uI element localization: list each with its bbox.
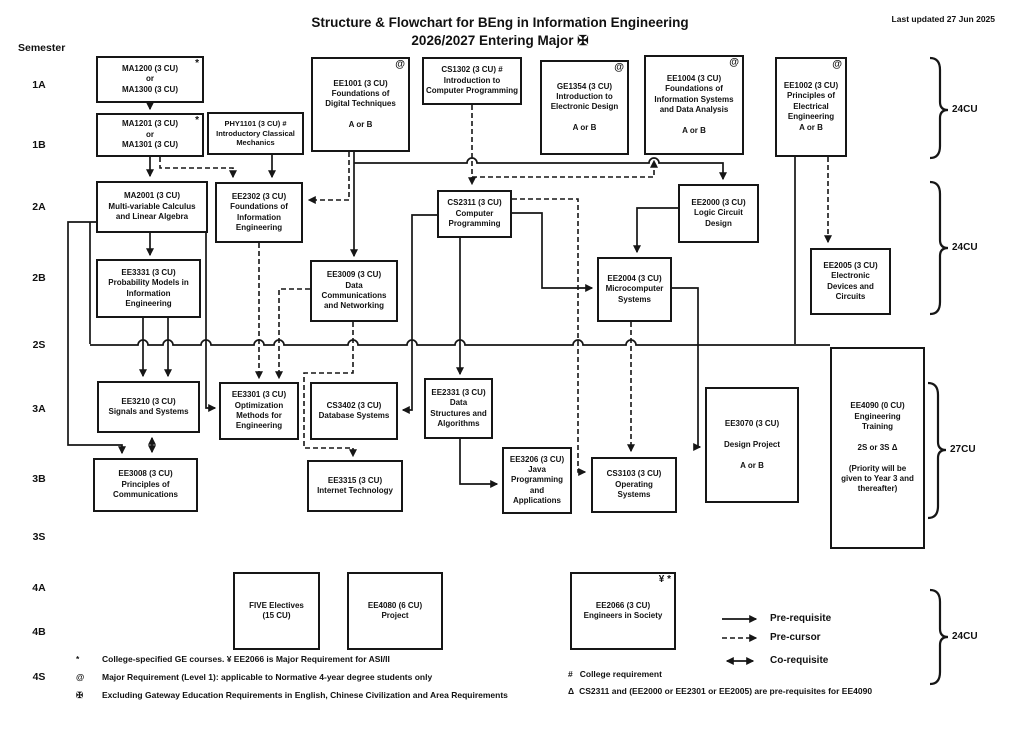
course-line: Methods for xyxy=(236,411,282,420)
cu-total-year3: 27CU xyxy=(950,444,976,455)
hash-symbol: # xyxy=(568,669,573,679)
course-line: Project xyxy=(381,611,409,620)
course-line: Digital Techniques xyxy=(325,99,396,109)
course-line: Data xyxy=(449,398,468,408)
course-line: EE2331 (3 CU) xyxy=(431,387,486,397)
course-line: EE3315 (3 CU) xyxy=(327,475,383,485)
edge-ee2331-ee3206 xyxy=(460,439,497,484)
course-line: EE2066 (3 CU) xyxy=(595,600,651,610)
course-box-ee2000 xyxy=(678,184,759,243)
course-line: Introduction to xyxy=(443,75,501,85)
bracket-year4 xyxy=(930,590,948,684)
semester-label-3a: 3A xyxy=(32,403,46,415)
course-box-ee1004 xyxy=(644,55,744,155)
course-box-ee3331 xyxy=(96,259,201,318)
footnote-text: College-specified GE courses. ¥ EE2066 is Major Requirement for ASI/II xyxy=(102,654,390,664)
edge-ee3009-ee3301 xyxy=(279,289,310,378)
course-line: MA1301 (3 CU) xyxy=(121,140,178,150)
course-line: EE2004 (3 CU) xyxy=(607,273,662,283)
legend-label-corequisite: Co-requisite xyxy=(770,655,829,666)
course-box-cs3402 xyxy=(310,382,398,440)
course-box-ee1002 xyxy=(775,57,847,157)
course-line: Circuits xyxy=(835,291,866,301)
edge-cs2311-cs3103 xyxy=(509,199,585,472)
semester-label-2b: 2B xyxy=(32,272,46,284)
semester-label-1b: 1B xyxy=(32,139,46,151)
course-line: (15 CU) xyxy=(262,611,291,620)
bracket-year1 xyxy=(930,58,948,158)
course-line: CS3103 (3 CU) xyxy=(606,469,662,479)
course-line: EE1004 (3 CU) xyxy=(666,73,722,83)
course-line: PHY1101 (3 CU) # xyxy=(224,118,287,128)
course-line: Engineering xyxy=(854,411,901,421)
course-line: Algorithms xyxy=(437,418,480,428)
course-line: Engineering xyxy=(235,421,283,431)
course-line: A or B xyxy=(348,120,373,130)
course-box-cs1302 xyxy=(422,57,522,105)
course-box-ee3009 xyxy=(310,260,398,322)
footnote-text: Major Requirement (Level 1): applicable to Normative 4-year degree students only xyxy=(102,672,433,682)
major-requirement-at-note: @ xyxy=(832,59,842,70)
course-line xyxy=(751,450,753,460)
course-line: MA1201 (3 CU) xyxy=(121,119,178,129)
course-line: EE3301 (3 CU) xyxy=(231,390,287,400)
cu-total-year1: 24CU xyxy=(952,104,978,115)
semester-column-header: Semester xyxy=(18,42,66,54)
semester-label-2s: 2S xyxy=(32,339,46,351)
page-title: Structure & Flowchart for BEng in Information Engineering xyxy=(311,15,689,30)
course-line: A or B xyxy=(572,123,597,133)
course-line xyxy=(583,113,585,123)
course-line: Microcomputer xyxy=(605,284,664,294)
footnote-college-requirement xyxy=(568,669,662,679)
course-line: Engineering xyxy=(787,112,835,122)
course-line: Engineers in Society xyxy=(583,611,663,620)
semester-label-3b: 3B xyxy=(32,473,46,485)
ge-asterisk-note: * xyxy=(195,115,199,126)
course-box-ee4090 xyxy=(830,347,925,549)
cu-total-year4: 24CU xyxy=(952,631,978,642)
course-line: Logic Circuit xyxy=(694,208,743,218)
course-line: EE3331 (3 CU) xyxy=(121,267,176,277)
cu-total-year2: 24CU xyxy=(952,242,978,253)
course-line: MA1200 (3 CU) xyxy=(121,63,178,73)
course-line: Foundations of xyxy=(230,202,288,212)
course-line: Probability Models in xyxy=(108,278,189,288)
course-line: MA2001 (3 CU) xyxy=(123,191,180,201)
legend-label-prerequisite: Pre-requisite xyxy=(770,613,832,624)
course-line: Programming xyxy=(510,475,563,485)
course-line: GE1354 (3 CU) xyxy=(556,81,613,91)
course-line: CS2311 (3 CU) xyxy=(447,198,502,208)
course-line: EE2005 (3 CU) xyxy=(823,260,878,270)
footnote-ee4090-prerequisites xyxy=(568,686,872,696)
course-line: Principles of xyxy=(786,91,835,101)
footnote-text: Excluding Gateway Education Requirements in English, Chinese Civilization and Area Requirements xyxy=(102,690,508,700)
course-box-ee2004 xyxy=(597,257,672,322)
cross-symbol: ✠ xyxy=(76,690,84,700)
course-line: Design Project xyxy=(723,439,780,449)
course-line: EE3210 (3 CU) xyxy=(121,396,176,406)
course-line: Computer Programming xyxy=(425,86,518,96)
course-line: Database Systems xyxy=(318,411,390,420)
course-box-ee1001 xyxy=(311,57,410,152)
semester-label-3s: 3S xyxy=(32,531,46,543)
course-line: (Priority will be xyxy=(848,463,907,473)
course-line: 2S or 3S Δ xyxy=(857,442,898,452)
course-line: A or B xyxy=(799,122,823,132)
course-line: CS1302 (3 CU) # xyxy=(441,65,503,75)
edge-bus-ee3070 xyxy=(672,288,700,447)
course-box-ee2302 xyxy=(215,182,303,243)
course-line: Design xyxy=(705,218,732,228)
course-line: Programming xyxy=(448,219,501,229)
course-box-ee2005 xyxy=(810,248,891,315)
course-box-ee3008 xyxy=(93,458,198,512)
course-line: Foundations of xyxy=(665,84,723,94)
course-line: EE2000 (3 CU) xyxy=(691,197,746,207)
last-updated-note: Last updated 27 Jun 2025 xyxy=(891,14,995,24)
footnote-ge-courses xyxy=(76,654,390,664)
course-line: Engineering xyxy=(235,222,283,232)
course-line xyxy=(751,429,753,439)
course-line: A or B xyxy=(682,125,706,135)
delta-symbol: Δ xyxy=(568,686,575,696)
course-line: Information Systems xyxy=(654,94,734,104)
course-line: given to Year 3 and xyxy=(841,473,914,483)
course-box-phy1101 xyxy=(207,112,304,155)
yen-asterisk-note: ¥ * xyxy=(658,574,671,585)
footnote-major-requirement xyxy=(76,672,432,682)
course-line: thereafter) xyxy=(857,484,898,494)
course-box-ee2331 xyxy=(424,378,493,439)
course-line: Devices and xyxy=(827,281,874,291)
course-line: Information xyxy=(126,288,171,298)
course-line: Electronic Design xyxy=(550,102,619,112)
course-box-five-electives xyxy=(233,572,320,650)
asterisk-symbol: * xyxy=(76,654,80,664)
course-line: Structures and xyxy=(430,408,487,418)
course-line: Engineering xyxy=(125,298,172,308)
course-line xyxy=(693,115,695,125)
edge-ma1201-ee2302 xyxy=(160,157,233,177)
course-line: Electrical xyxy=(793,101,829,111)
page-subtitle: 2026/2027 Entering Major ✠ xyxy=(411,33,589,48)
footnote-text: CS2311 and (EE2000 or EE2301 or EE2005) are pre-requisites for EE4090 xyxy=(579,686,873,696)
course-line: Electronic xyxy=(831,271,870,281)
course-line: EE3009 (3 CU) xyxy=(326,270,382,280)
edge-cs2311-ee2004 xyxy=(512,213,592,288)
course-line: and Data Analysis xyxy=(659,105,729,114)
course-line: Communications xyxy=(113,490,178,500)
course-box-ee3210 xyxy=(97,381,200,433)
course-line: Introductory Classical xyxy=(216,128,295,138)
course-box-ee3070 xyxy=(705,387,799,503)
course-line: Systems xyxy=(617,490,651,500)
semester-label-4b: 4B xyxy=(32,626,46,638)
major-requirement-at-note: @ xyxy=(395,59,405,70)
course-box-cs2311 xyxy=(437,190,512,238)
semester-label-2a: 2A xyxy=(32,201,46,213)
course-box-ge1354 xyxy=(540,60,629,155)
course-line: Communications xyxy=(321,291,387,300)
course-line: FIVE Electives xyxy=(249,600,304,610)
course-line: Foundations of xyxy=(331,88,390,98)
course-line xyxy=(359,110,361,120)
course-line: Multi-variable Calculus xyxy=(108,201,196,211)
course-line: Optimization xyxy=(234,400,284,410)
footnote-gateway-exclusion xyxy=(76,690,508,701)
course-line: EE1002 (3 CU) xyxy=(783,81,839,91)
course-line: Applications xyxy=(512,496,561,506)
course-box-ma1201 xyxy=(96,113,204,157)
semester-label-1a: 1A xyxy=(32,79,46,91)
bracket-year2 xyxy=(930,182,948,314)
course-box-ee3206 xyxy=(502,447,572,514)
edge-ee2000-ee2004 xyxy=(637,208,678,252)
major-requirement-at-note: @ xyxy=(614,62,624,73)
course-line: Introduction to xyxy=(556,91,613,101)
course-line: Training xyxy=(861,422,894,432)
course-line: Java xyxy=(528,464,546,474)
semester-label-4s: 4S xyxy=(32,671,46,683)
course-line: or xyxy=(146,129,154,139)
course-line: Information xyxy=(237,212,281,222)
course-line: Signals and Systems xyxy=(108,407,189,416)
course-line: EE1001 (3 CU) xyxy=(333,78,388,88)
course-line: Operating xyxy=(615,479,653,489)
course-box-ma1200 xyxy=(96,56,204,103)
course-line: or xyxy=(146,74,154,84)
course-line: Data xyxy=(345,280,363,290)
course-line: Mechanics xyxy=(236,138,275,148)
course-line: MA1300 (3 CU) xyxy=(121,84,178,94)
course-box-ee3301 xyxy=(219,382,299,440)
course-box-cs3103 xyxy=(591,457,677,513)
course-line xyxy=(876,453,878,463)
course-line: EE4080 (6 CU) xyxy=(367,600,423,610)
course-line: Principles of xyxy=(121,479,170,489)
edge-ee1001-ee2302 xyxy=(309,152,349,200)
course-box-ee3315 xyxy=(307,460,403,512)
course-box-ee2066 xyxy=(570,572,676,650)
course-line: CS3402 (3 CU) xyxy=(326,400,382,410)
course-line: and Networking xyxy=(323,301,384,311)
edge-ee1001-ee2000 xyxy=(354,158,723,179)
course-line: EE3206 (3 CU) xyxy=(509,454,565,464)
course-box-ee4080 xyxy=(347,572,443,650)
course-line: EE4090 (0 CU) xyxy=(850,401,905,411)
course-line: A or B xyxy=(740,460,764,470)
course-line: Computer xyxy=(455,208,494,218)
ge-asterisk-note: * xyxy=(195,58,199,69)
major-requirement-at-note: @ xyxy=(729,57,739,68)
course-line: and Linear Algebra xyxy=(115,212,189,222)
semester-label-4a: 4A xyxy=(32,582,46,594)
course-line: Systems xyxy=(618,294,651,304)
course-line: EE3070 (3 CU) xyxy=(724,419,780,429)
course-line: EE3008 (3 CU) xyxy=(118,469,173,479)
at-symbol: @ xyxy=(76,672,85,682)
bracket-year3 xyxy=(928,383,946,518)
footnote-text: College requirement xyxy=(579,669,662,679)
course-line: EE2302 (3 CU) xyxy=(231,191,287,201)
course-line: and xyxy=(529,485,545,495)
legend-label-precursor: Pre-cursor xyxy=(770,632,821,643)
course-line xyxy=(876,432,878,442)
course-box-ma2001 xyxy=(96,181,208,233)
course-line: Internet Technology xyxy=(317,486,393,495)
edge-ma2001-ee3301 xyxy=(206,233,215,408)
